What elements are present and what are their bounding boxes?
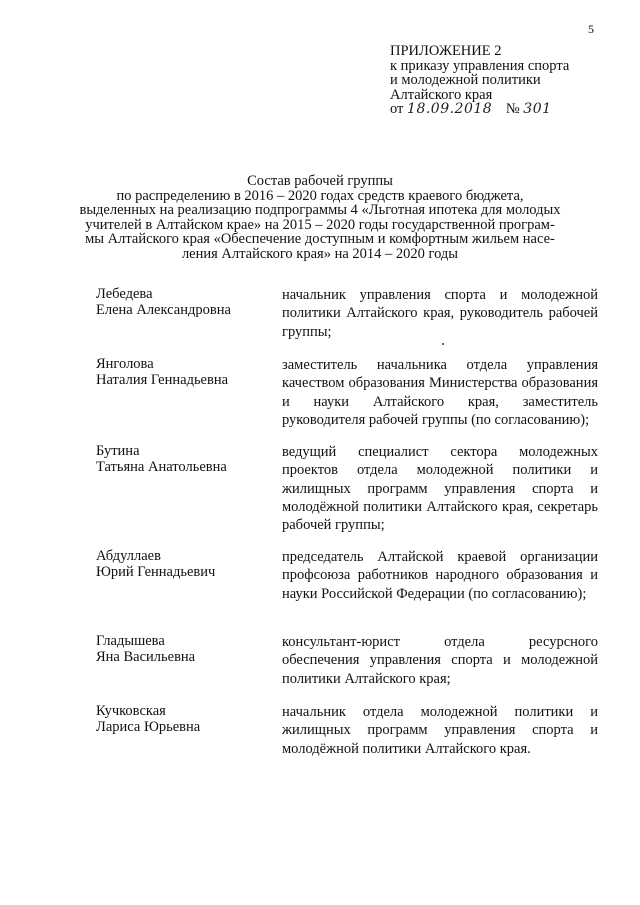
member-surname: Янголова (96, 356, 154, 372)
title-line-3: выделенных на реализацию подпрограммы 4 «Льготная ипотека для молодых (79, 202, 561, 218)
member-role: председатель Алтайской краевой организации профсоюза работников народного образования и науки Российской Федерации (по согласованию); (282, 549, 598, 602)
member-role: заместитель начальника отдела управления качеством образования Министерства образования и науки Алтайского края, заместитель руководителя рабочей группы (по согласованию); (282, 357, 598, 428)
member-given-name: Татьяна Анатольевна (96, 459, 227, 475)
order-date-number-line (390, 102, 620, 117)
title-line-6: ления Алтайского края» на 2014 – 2020 годы (181, 245, 459, 262)
member-name (96, 443, 266, 475)
member-given-name: Наталия Геннадьевна (96, 372, 229, 388)
title-line-1: Состав рабочей группы (247, 173, 393, 189)
member-given-name: Яна Васильевна (96, 649, 196, 665)
member-surname: Лебедева (96, 286, 153, 302)
member-surname: Абдуллаев (96, 548, 161, 564)
member-name (96, 548, 266, 580)
member-name (96, 703, 266, 735)
member-role: консультант-юрист отдела ресурсного обеспечения управления спорта и молодежной политики Алтайского края; (282, 634, 598, 687)
scan-speck (442, 343, 444, 345)
member-name (96, 286, 266, 318)
member-given-name: Елена Александровна (96, 302, 231, 318)
title-line-4: учителей в Алтайском крае» на 2015 – 2020 годы государственной програм- (85, 216, 555, 233)
number-prefix: № (505, 101, 520, 117)
member-role: начальник управления спорта и молодежной политики Алтайского края, руководитель рабочей группы; (282, 287, 598, 340)
document-title (60, 174, 580, 261)
title-line-2: по распределению в 2016 – 2020 годах средств краевого бюджета, (116, 187, 524, 204)
date-prefix: от (390, 101, 404, 117)
appendix-line-2: и молодежной политики (390, 72, 541, 88)
member-surname: Гладышева (96, 633, 165, 649)
handwritten-date: 18.09.2018 (407, 101, 493, 117)
appendix-line-1: к приказу управления спорта (390, 57, 570, 74)
handwritten-number: 301 (523, 101, 552, 117)
member-name (96, 633, 266, 665)
page-number: 5 (588, 22, 594, 36)
member-role: ведущий специалист сектора молодежных проектов отдела молодежной политики и жилищных программ управления спорта и молодёжной политики Алтайского края, секретарь рабочей группы; (282, 444, 598, 534)
member-role: начальник отдела молодежной политики и жилищных программ управления спорта и молодёжной политики Алтайского края. (282, 704, 598, 757)
member-name (96, 356, 266, 388)
appendix-line-3: Алтайского края (390, 86, 493, 103)
appendix-header (390, 44, 620, 117)
member-given-name: Юрий Геннадьевич (96, 564, 216, 580)
appendix-heading: ПРИЛОЖЕНИЕ 2 (390, 43, 502, 59)
member-surname: Бутина (96, 443, 140, 459)
title-line-5: мы Алтайского края «Обеспечение доступным и комфортным жильем насе- (85, 231, 555, 247)
member-given-name: Лариса Юрьевна (96, 719, 201, 735)
member-surname: Кучковская (96, 703, 166, 719)
